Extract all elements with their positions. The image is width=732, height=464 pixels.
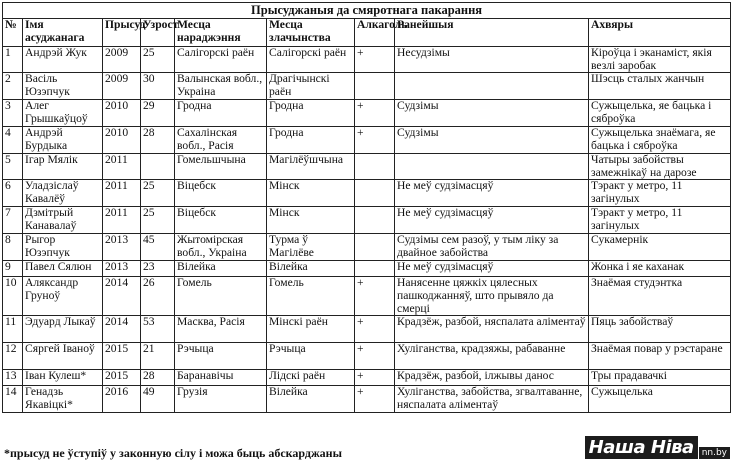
cell-crime-place: Вілейка [267,261,355,277]
cell-num: 1 [3,47,23,73]
cell-prior: Не меў судзімасцяў [395,180,589,207]
header-prior: Ранейшыя [395,19,589,47]
header-victims: Ахвяры [589,19,731,47]
cell-crime-place: Мінскі раён [267,316,355,343]
cell-age: 28 [141,127,175,154]
table-row [3,316,731,343]
cell-name: Алег Грышкаўцоў [23,100,103,127]
cell-age: 28 [141,370,175,386]
cell-num: 5 [3,154,23,180]
cell-victims: Шэсць сталых жанчын [589,73,731,100]
table-row [3,261,731,277]
cell-age [141,154,175,180]
cell-num: 9 [3,261,23,277]
cell-prior: Несудзімы [395,47,589,73]
table-row [3,370,731,386]
cell-alcohol: + [355,316,395,343]
cell-prior: Хуліганства, забойства, згвалтаванне, няспалата аліментаў [395,386,589,413]
cell-birthplace: Сахалінская вобл., Расія [175,127,267,154]
cell-crime-place: Гродна [267,100,355,127]
cell-num: 14 [3,386,23,413]
cell-num: 2 [3,73,23,100]
footnote: *прысуд не ўступіў у законную сілу і можа быць абскарджаны [4,446,342,460]
cell-victims: Сужыцелька, яе бацька і сяброўка [589,100,731,127]
cell-num: 4 [3,127,23,154]
cell-year: 2014 [103,316,141,343]
cell-age: 25 [141,47,175,73]
cell-prior: Нанясенне цяжкіх цялесных пашкоджанняў, што прывяло да смерці [395,277,589,316]
cell-crime-place: Драгічынскі раён [267,73,355,100]
cell-crime-place: Рэчыца [267,343,355,370]
table-row [3,154,731,180]
cell-num: 3 [3,100,23,127]
cell-victims: Кіроўца і эканаміст, якія везлі заробак [589,47,731,73]
cell-victims: Сужыцелька [589,386,731,413]
cell-name: Андрэй Бурдыка [23,127,103,154]
table-row [3,47,731,73]
cell-year: 2011 [103,180,141,207]
cell-age: 29 [141,100,175,127]
cell-name: Павел Сялюн [23,261,103,277]
cell-prior [395,154,589,180]
cell-num: 13 [3,370,23,386]
cell-name: Дзмітрый Канавалаў [23,207,103,234]
cell-name: Сяргей Іваноў [23,343,103,370]
cell-prior: Судзімы [395,100,589,127]
table-row [3,100,731,127]
cell-victims: Сужыцелька знаёмага, яе бацька і сяброўка [589,127,731,154]
cell-year: 2010 [103,100,141,127]
cell-victims: Тры прадавачкі [589,370,731,386]
nasha-niva-logo [585,436,730,459]
table-body [3,47,731,413]
cell-name: Ігар Мялік [23,154,103,180]
header-row [3,19,731,47]
table-title: Прысуджаныя да смяротнага пакарання [3,3,731,19]
cell-crime-place: Магілёўшчына [267,154,355,180]
cell-victims: Тэракт у метро, 11 загінулых [589,180,731,207]
table-row [3,180,731,207]
cell-prior: Не меў судзімасцяў [395,207,589,234]
cell-name: Уладзіслаў Кавалёў [23,180,103,207]
cell-num: 10 [3,277,23,316]
cell-alcohol [355,207,395,234]
header-name: Імя асуджанага [23,19,103,47]
cell-year: 2013 [103,234,141,261]
table-container [2,2,730,413]
cell-num: 11 [3,316,23,343]
cell-age: 25 [141,207,175,234]
cell-year: 2015 [103,370,141,386]
cell-prior: Крадзёж, разбой, няспалата аліментаў [395,316,589,343]
cell-crime-place: Гомель [267,277,355,316]
cell-crime-place: Мінск [267,180,355,207]
cell-alcohol [355,180,395,207]
cell-alcohol: + [355,100,395,127]
cell-birthplace: Грузія [175,386,267,413]
cell-name: Генадзь Якавіцкі* [23,386,103,413]
cell-crime-place: Турма ў Магілёве [267,234,355,261]
cell-alcohol: + [355,127,395,154]
cell-crime-place: Гродна [267,127,355,154]
cell-crime-place: Вілейка [267,386,355,413]
cell-victims: Сукамернік [589,234,731,261]
cell-alcohol: + [355,386,395,413]
cell-alcohol: + [355,370,395,386]
header-num: № [3,19,23,47]
table-row [3,127,731,154]
cell-alcohol: + [355,47,395,73]
cell-victims: Пяць забойстваў [589,316,731,343]
cell-birthplace: Валынская вобл., Украіна [175,73,267,100]
cell-prior: Не меў судзімасцяў [395,261,589,277]
cell-crime-place: Лідскі раён [267,370,355,386]
cell-alcohol [355,154,395,180]
cell-alcohol [355,73,395,100]
cell-year: 2009 [103,47,141,73]
cell-birthplace: Гомельшчына [175,154,267,180]
header-age: Узрост [141,19,175,47]
logo-text: Наша Ніва [585,436,698,459]
cell-prior [395,73,589,100]
cell-num: 6 [3,180,23,207]
cell-age: 53 [141,316,175,343]
cell-name: Аляксандр Груноў [23,277,103,316]
header-alcohol: Алкаголь [355,19,395,47]
cell-name: Рыгор Юзэпчук [23,234,103,261]
table-row [3,386,731,413]
cell-num: 7 [3,207,23,234]
table-row [3,73,731,100]
cell-victims: Чатыры забойствы замежнікаў на дарозе [589,154,731,180]
cell-age: 23 [141,261,175,277]
table-row [3,343,731,370]
cell-year: 2011 [103,154,141,180]
cell-year: 2009 [103,73,141,100]
cell-num: 12 [3,343,23,370]
cell-birthplace: Масква, Расія [175,316,267,343]
cell-num: 8 [3,234,23,261]
cell-prior: Судзімы [395,127,589,154]
cell-alcohol: + [355,343,395,370]
cell-birthplace: Рэчыца [175,343,267,370]
cell-name: Васіль Юзэпчук [23,73,103,100]
cell-name: Эдуард Лыкаў [23,316,103,343]
cell-age: 26 [141,277,175,316]
header-birthplace: Месца нараджэння [175,19,267,47]
cell-victims: Знаёмая повар у рэстаране [589,343,731,370]
cell-victims: Жонка і яе каханак [589,261,731,277]
cell-age: 21 [141,343,175,370]
cell-age: 45 [141,234,175,261]
cell-year: 2016 [103,386,141,413]
cell-age: 49 [141,386,175,413]
cell-victims: Тэракт у метро, 11 загінулых [589,207,731,234]
cell-prior: Судзімы сем разоў, у тым ліку за двайное забойства [395,234,589,261]
cell-prior: Хуліганства, крадзяжы, рабаванне [395,343,589,370]
cell-birthplace: Гродна [175,100,267,127]
cell-age: 25 [141,180,175,207]
cell-prior: Крадзёж, разбой, ілжывы данос [395,370,589,386]
cell-alcohol [355,234,395,261]
cell-year: 2015 [103,343,141,370]
cell-birthplace: Жытомірская вобл., Украіна [175,234,267,261]
logo-site: nn.by [699,447,730,459]
cell-age: 30 [141,73,175,100]
cell-crime-place: Салігорскі раён [267,47,355,73]
cell-year: 2013 [103,261,141,277]
table-row [3,277,731,316]
cell-birthplace: Вілейка [175,261,267,277]
cell-birthplace: Баранавічы [175,370,267,386]
cell-name: Андрэй Жук [23,47,103,73]
cell-birthplace: Салігорскі раён [175,47,267,73]
sentenced-table [2,2,731,413]
cell-alcohol [355,261,395,277]
cell-birthplace: Гомель [175,277,267,316]
table-row [3,234,731,261]
cell-year: 2011 [103,207,141,234]
cell-crime-place: Мінск [267,207,355,234]
cell-year: 2014 [103,277,141,316]
table-row [3,207,731,234]
header-crime-place: Месца злачынства [267,19,355,47]
header-year: Прысуд [103,19,141,47]
cell-year: 2010 [103,127,141,154]
cell-birthplace: Віцебск [175,207,267,234]
cell-birthplace: Віцебск [175,180,267,207]
cell-name: Іван Кулеш* [23,370,103,386]
cell-alcohol: + [355,277,395,316]
cell-victims: Знаёмая студэнтка [589,277,731,316]
